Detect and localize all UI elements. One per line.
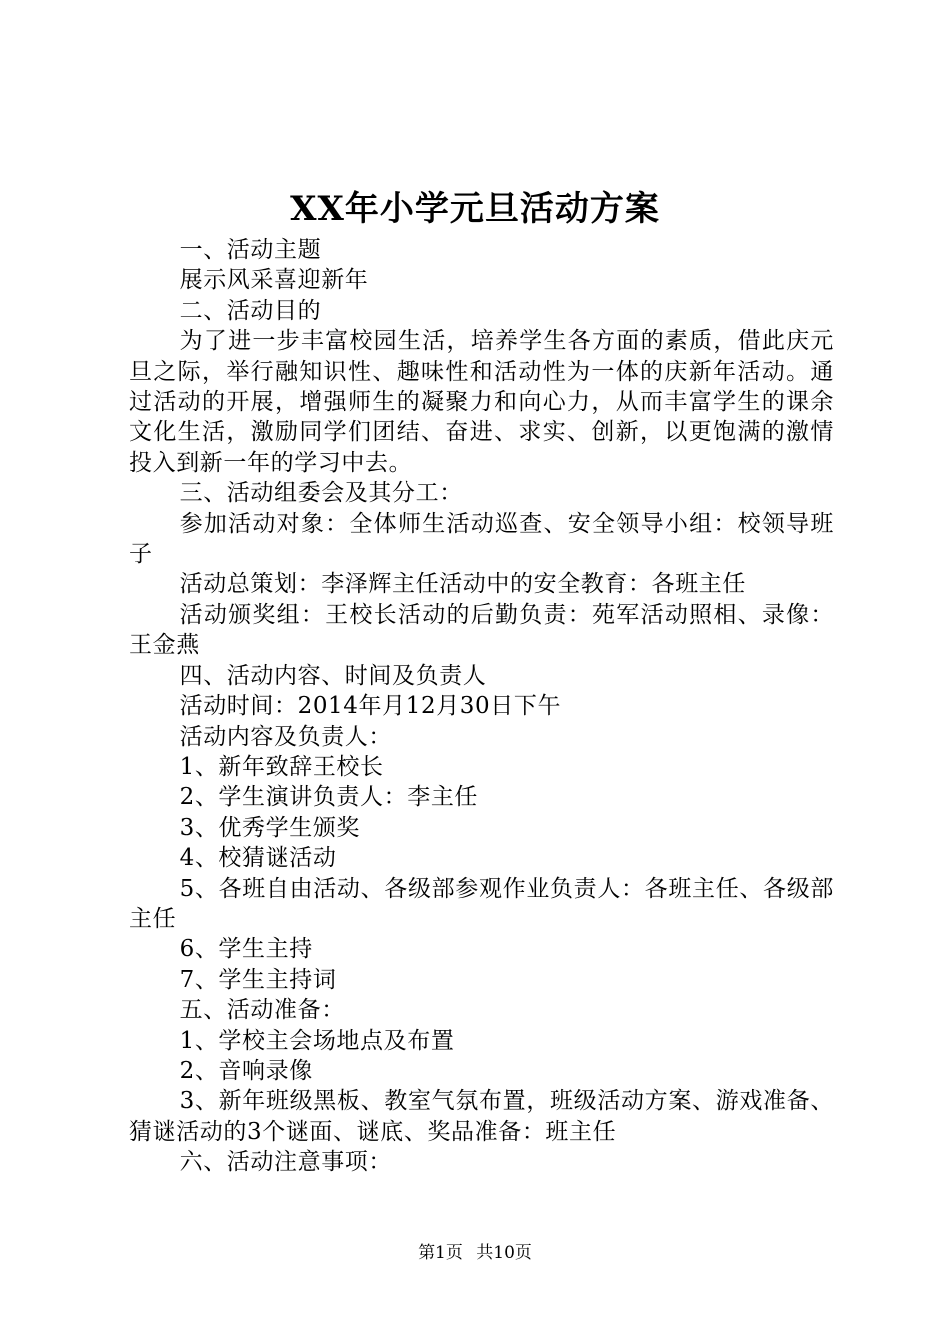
paragraph-content-label: 活动内容及负责人： bbox=[179, 723, 392, 750]
page-number-current: 第1页 bbox=[418, 1243, 463, 1263]
document-body bbox=[129, 235, 834, 1178]
paragraph-theme: 展示风采喜迎新年 bbox=[179, 267, 369, 294]
section-heading-preparation: 五、活动准备： bbox=[179, 997, 345, 1024]
list-item: 3、优秀学生颁奖 bbox=[179, 814, 361, 841]
document-title: XX年小学元旦活动方案 bbox=[290, 189, 660, 229]
list-item: 4、校猜谜活动 bbox=[179, 845, 337, 872]
page-footer bbox=[0, 1241, 950, 1265]
list-item: 1、学校主会场地点及布置 bbox=[179, 1027, 455, 1054]
section-heading-notes: 六、活动注意事项： bbox=[179, 1149, 392, 1176]
list-item: 6、学生主持 bbox=[179, 936, 313, 963]
list-item: 3、新年班级黑板、教室气氛布置，班级活动方案、游戏准备、猜谜活动的3个谜面、谜底、奖品准备：班主任 bbox=[129, 1088, 834, 1145]
paragraph-time: 活动时间：2014年月12月30日下午 bbox=[179, 693, 562, 720]
section-heading-committee: 三、活动组委会及其分工： bbox=[179, 480, 463, 507]
paragraph-committee-2: 活动总策划：李泽辉主任活动中的安全教育：各班主任 bbox=[179, 571, 746, 598]
list-item: 2、学生演讲负责人：李主任 bbox=[179, 784, 479, 811]
section-heading-theme: 一、活动主题 bbox=[179, 237, 322, 263]
section-heading-purpose: 二、活动目的 bbox=[179, 297, 322, 324]
paragraph-committee-1: 参加活动对象：全体师生活动巡查、安全领导小组：校领导班子 bbox=[129, 510, 834, 568]
paragraph-purpose: 为了进一步丰富校园生活，培养学生各方面的素质，借此庆元旦之际，举行融知识性、趣味性和活动性为一体的庆新年活动。通过活动的开展，增强师生的凝聚力和向心力，从而丰富学生的课余文化生活，激励同学们团结、奋进、求实、创新，以更饱满的激情投入到新一年的学习中去。 bbox=[129, 328, 834, 476]
list-item: 2、音响录像 bbox=[179, 1057, 313, 1084]
section-heading-content: 四、活动内容、时间及负责人 bbox=[179, 662, 487, 689]
paragraph-committee-3: 活动颁奖组：王校长活动的后勤负责：苑军活动照相、录像：王金燕 bbox=[129, 601, 834, 659]
list-item: 7、学生主持词 bbox=[179, 966, 337, 993]
list-item: 1、新年致辞王校长 bbox=[179, 753, 384, 780]
page-number-total: 共10页 bbox=[476, 1243, 532, 1263]
list-item: 5、各班自由活动、各级部参观作业负责人：各班主任、各级部主任 bbox=[129, 875, 834, 932]
